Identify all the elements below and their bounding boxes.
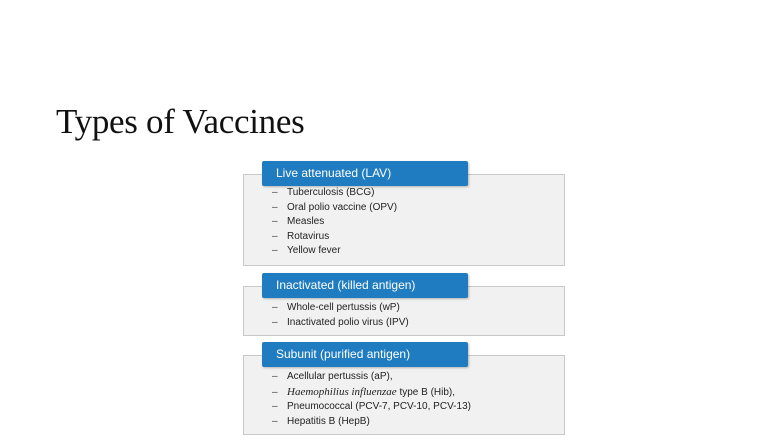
list-item: – Hepatitis B (HepB): [272, 415, 471, 430]
list-item: – Pneumococcal (PCV-7, PCV-10, PCV-13): [272, 400, 471, 415]
inactivated-header: Inactivated (killed antigen): [262, 273, 468, 298]
dash-marker: –: [272, 187, 278, 198]
slide-title: Types of Vaccines: [56, 102, 305, 141]
dash-marker: –: [272, 386, 278, 398]
dash-marker: –: [272, 201, 278, 213]
dash-marker: –: [272, 371, 278, 382]
subunit-header: Subunit (purified antigen): [262, 342, 468, 367]
live-attenuated-header: Live attenuated (LAV): [262, 161, 468, 186]
list-item: – Acellular pertussis (aP),: [272, 370, 471, 385]
inactivated-list: [272, 301, 409, 330]
list-item: – Tuberculosis (BCG): [272, 186, 397, 201]
list-item: – Inactivated polio virus (IPV): [272, 316, 409, 331]
dash-marker: –: [272, 415, 278, 427]
hib-italic-name: Haemophilius influenzae: [287, 385, 397, 398]
dash-marker: –: [272, 401, 278, 412]
dash-marker: –: [272, 216, 278, 227]
dash-marker: –: [272, 245, 278, 256]
list-item: – Yellow fever: [272, 244, 397, 259]
dash-marker: –: [272, 230, 278, 242]
dash-marker: –: [272, 316, 278, 328]
live-attenuated-list: [272, 186, 397, 259]
list-item: – Oral polio vaccine (OPV): [272, 201, 397, 216]
subunit-list: [272, 370, 471, 429]
list-item: – Haemophilius influenzae type B (Hib),: [272, 385, 471, 401]
list-item: – Rotavirus: [272, 230, 397, 245]
dash-marker: –: [272, 302, 278, 313]
list-item: – Measles: [272, 215, 397, 230]
list-item: – Whole-cell pertussis (wP): [272, 301, 409, 316]
